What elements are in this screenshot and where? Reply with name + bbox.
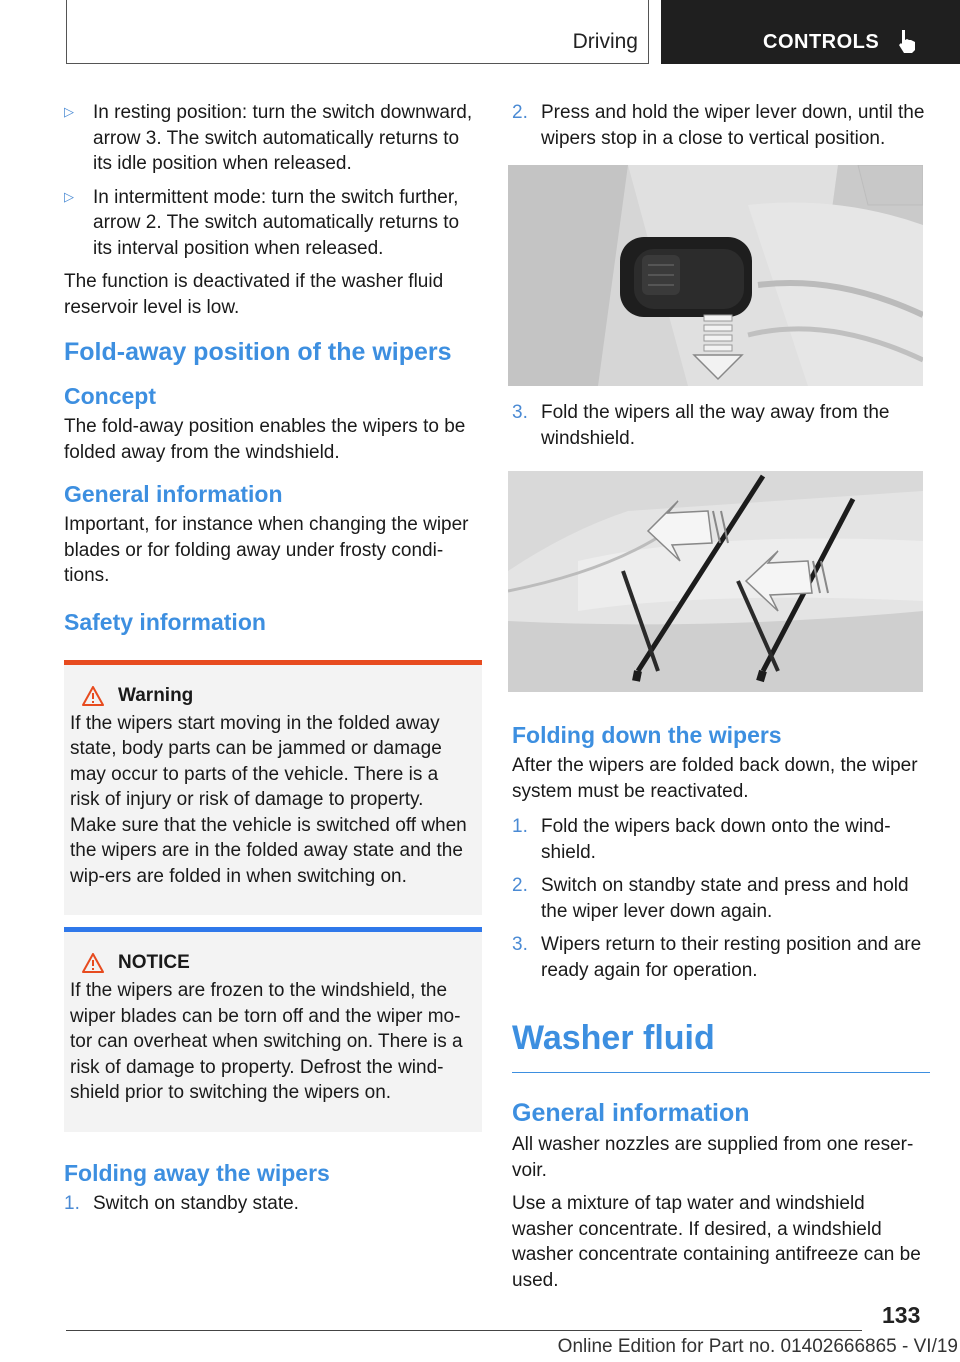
notice-title: NOTICE [118,952,190,973]
list-item: ▷ In intermittent mode: turn the switch further, arrow 2. The switch automatically returns to its interval position when released. [64,185,482,262]
hand-pointer-icon [895,28,921,54]
triangle-bullet-icon: ▷ [64,104,74,119]
list-item: 2. Switch on standby state and press and hold the wiper lever down again. [512,875,909,922]
paragraph: The fold-away position enables the wipers to be folded away from the windshield. [64,416,466,463]
paragraph: All washer nozzles are supplied from one reser‐voir. [512,1134,914,1181]
list-item: 3. Fold the wipers all the way away from the windshield. [512,402,890,449]
warning-callout [64,660,482,916]
footer-edition: Online Edition for Part no. 01402666865 - VI/19 [557,1336,958,1357]
section-title: Driving [572,30,638,53]
heading-folding-away: Folding away the wipers [64,1159,330,1186]
heading-foldaway: Fold-away position of the wipers [64,338,452,366]
paragraph: Important, for instance when changing the wiper blades or for folding away under frosty condi‐tions. [64,514,469,586]
paragraph: After the wipers are folded back down, the wiper system must be reactivated. [512,755,918,802]
page-number: 133 [882,1302,921,1328]
notice-callout [64,927,482,1132]
list-item: ▷ In resting position: turn the switch downward, arrow 3. The switch automatically returns to its idle position when released. [64,100,482,177]
chapter-title: CONTROLS [763,31,880,53]
left-column [64,100,482,1224]
paragraph: Use a mixture of tap water and windshield washer concentrate. If desired, a windshield washer concentrate containing antifreeze can be used. [512,1193,921,1291]
heading-washer-fluid: Washer fluid [512,1019,930,1073]
heading-safety-info: Safety information [64,608,266,635]
list-item: 1. Switch on standby state. [64,1192,299,1214]
wiper-lever-illustration [508,165,923,386]
heading-general-info-2: General information [512,1099,750,1127]
heading-concept: Concept [64,383,156,409]
list-item: 3. Wipers return to their resting position and are ready again for operation. [512,934,922,981]
paragraph: The function is deactivated if the washer fluid reservoir level is low. [64,271,444,318]
notice-triangle-icon [82,953,104,973]
warning-text: If the wipers start moving in the folded away state, body parts can be jammed or damage may occur to parts of the vehicle. There is a risk of injury or risk of damage to property. Make sure that the vehicle is switched off when the wipers are in the folded away state and the wip‐ers are folded in when switching on. [70,712,467,887]
list-item: 2. Press and hold the wiper lever down, until the wipers stop in a close to vertical position. [512,102,925,149]
warning-triangle-icon [82,686,104,706]
wipers-foldaway-illustration [508,471,923,692]
warning-title: Warning [118,684,194,706]
notice-text: If the wipers are frozen to the windshield, the wiper blades can be torn off and the wiper mo‐tor can overheat when switching on. There is a risk of damage to property. Defrost the wind‐shield prior to switching the wipers on. [70,980,463,1103]
right-column [512,100,930,1293]
footer-divider [66,1330,862,1331]
triangle-bullet-icon: ▷ [64,188,74,204]
header-frame [66,0,649,64]
list-item: 1. Fold the wipers back down onto the wind‐shield. [512,816,891,863]
heading-folding-down: Folding down the wipers [512,722,782,748]
heading-general-info: General information [64,481,283,507]
